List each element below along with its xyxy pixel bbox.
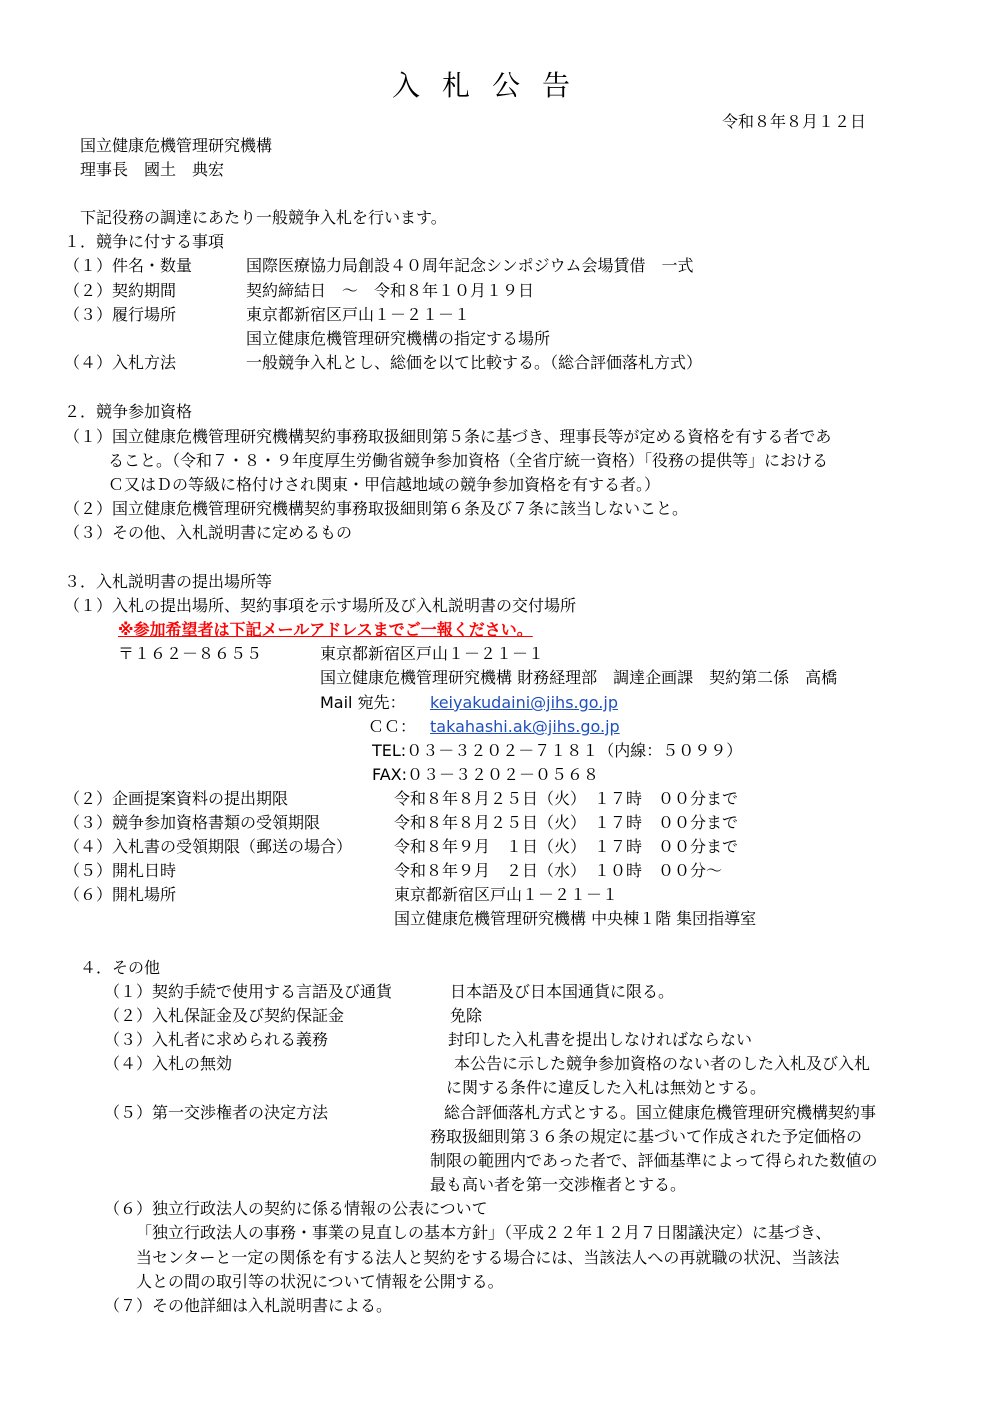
sec2-item-3: （３）その他、入札説明書に定めるもの: [64, 523, 353, 542]
sec1-value-4: 一般競争入札とし、総価を以て比較する。（総合評価落札方式）: [246, 353, 703, 372]
sec4-item-6-line-3: 人との間の取引等の状況について情報を公開する。: [136, 1272, 504, 1291]
mail-label: Mail 宛先：: [320, 693, 406, 712]
sec3-value-5: 令和８年９月 ２日（水） １０時 ００分～: [394, 861, 723, 880]
sec3-label-3: （３）競争参加資格書類の受領期限: [64, 813, 321, 832]
sec1-label-2: （２）契約期間: [64, 281, 177, 300]
mail-to-link[interactable]: keiyakudaini@jihs.go.jp: [430, 693, 618, 712]
sec4-value-4-line-2: に関する条件に違反した入札は無効とする。: [446, 1078, 767, 1097]
sec4-value-3: 封印した入札書を提出しなければならない: [448, 1030, 753, 1049]
sec1-value-2: 契約締結日 ～ 令和８年１０月１９日: [246, 281, 535, 300]
notice-date: 令和８年８月１２日: [722, 112, 867, 131]
sec4-label-4: （４）入札の無効: [104, 1054, 233, 1073]
sec1-value-3b: 国立健康危機管理研究機構の指定する場所: [246, 329, 551, 348]
postal-code: 〒１６２－８６５５: [118, 644, 263, 663]
sec4-value-5-line-1: 総合評価落札方式とする。国立健康危機管理研究機構契約事: [444, 1103, 877, 1122]
contact-address: 東京都新宿区戸山１－２１－１: [320, 644, 545, 663]
cc-label: ＣＣ：: [368, 717, 417, 736]
mail-cc-link[interactable]: takahashi.ak@jihs.go.jp: [430, 717, 620, 736]
issuer-org: 国立健康危機管理研究機構: [80, 136, 273, 155]
issuer-person: 理事長 國土 典宏: [80, 160, 225, 179]
sec3-value-2: 令和８年８月２５日（火） １７時 ００分まで: [394, 789, 739, 808]
sec3-label-2: （２）企画提案資料の提出期限: [64, 789, 289, 808]
sec4-value-5-line-4: 最も高い者を第一交渉権者とする。: [430, 1175, 687, 1194]
sec4-item-6-line-1: 「独立行政法人の事務・事業の見直しの基本方針」（平成２２年１２月７日閣議決定）に基づき、: [136, 1223, 832, 1242]
sec1-label-4: （４）入札方法: [64, 353, 177, 372]
sec3-label-4: （４）入札書の受領期限（郵送の場合）: [64, 837, 353, 856]
contact-fax: FAX:０３－３２０２－０５６８: [372, 765, 600, 784]
sec3-label-6: （６）開札場所: [64, 885, 177, 904]
sec3-item-1: （１）入札の提出場所、契約事項を示す場所及び入札説明書の交付場所: [64, 596, 577, 615]
page-title: 入札公告: [392, 69, 593, 102]
sec4-value-1: 日本語及び日本国通貨に限る。: [450, 982, 675, 1001]
sec2-item-1-line-2: ること。（令和７・８・９年度厚生労働省競争参加資格（全省庁統一資格）「役務の提供等」における: [108, 451, 829, 470]
sec3-value-6: 東京都新宿区戸山１－２１－１: [394, 885, 619, 904]
section-3-heading: ３．入札説明書の提出場所等: [64, 572, 273, 591]
sec3-label-5: （５）開札日時: [64, 861, 177, 880]
sec4-value-2: 免除: [450, 1006, 483, 1025]
section-2-heading: ２．競争参加資格: [64, 402, 193, 421]
intro-text: 下記役務の調達にあたり一般競争入札を行います。: [80, 208, 447, 227]
sec1-value-3: 東京都新宿区戸山１－２１－１: [246, 305, 471, 324]
sec1-label-1: （１）件名・数量: [64, 256, 193, 275]
sec4-item-6-line-2: 当センターと一定の関係を有する法人と契約をする場合には、当該法人への再就職の状況、当該法: [136, 1248, 840, 1267]
sec2-item-1-line-3: Ｃ又はＤの等級に格付けされ関東・甲信越地域の競争参加資格を有する者。）: [108, 475, 661, 494]
participation-notice: ※参加希望者は下記メールアドレスまでご一報ください。: [118, 620, 533, 639]
sec2-item-1-line-1: （１）国立健康危機管理研究機構契約事務取扱細則第５条に基づき、理事長等が定める資格を有する者であ: [64, 427, 832, 446]
sec4-value-4-line-1: 本公告に示した競争参加資格のない者のした入札及び入札: [454, 1054, 871, 1073]
sec4-label-5: （５）第一交渉権者の決定方法: [104, 1103, 329, 1122]
sec3-value-4: 令和８年９月 １日（火） １７時 ００分まで: [394, 837, 739, 856]
sec4-item-6: （６）独立行政法人の契約に係る情報の公表について: [104, 1199, 488, 1218]
sec3-value-3: 令和８年８月２５日（火） １７時 ００分まで: [394, 813, 739, 832]
sec4-item-7: （７）その他詳細は入札説明書による。: [104, 1296, 393, 1315]
sec4-value-5-line-2: 務取扱細則第３６条の規定に基づいて作成された予定価格の: [430, 1127, 863, 1146]
section-4-heading: ４．その他: [80, 958, 161, 977]
sec4-label-3: （３）入札者に求められる義務: [104, 1030, 329, 1049]
sec4-value-5-line-3: 制限の範囲内であった者で、評価基準によって得られた数値の: [430, 1151, 878, 1170]
sec4-label-2: （２）入札保証金及び契約保証金: [104, 1006, 345, 1025]
contact-tel: TEL:０３－３２０２－７１８１（内線：５０９９）: [372, 741, 743, 760]
contact-dept: 国立健康危機管理研究機構 財務経理部 調達企画課 契約第二係 高橋: [320, 668, 838, 687]
sec4-label-1: （１）契約手続で使用する言語及び通貨: [104, 982, 393, 1001]
sec1-label-3: （３）履行場所: [64, 305, 177, 324]
sec2-item-2: （２）国立健康危機管理研究機構契約事務取扱細則第６条及び７条に該当しないこと。: [64, 499, 689, 518]
section-1-heading: １．競争に付する事項: [64, 232, 225, 251]
opening-venue: 国立健康危機管理研究機構 中央棟１階 集団指導室: [394, 909, 757, 928]
sec1-value-1: 国際医療協力局創設４０周年記念シンポジウム会場賃借 一式: [246, 256, 694, 275]
